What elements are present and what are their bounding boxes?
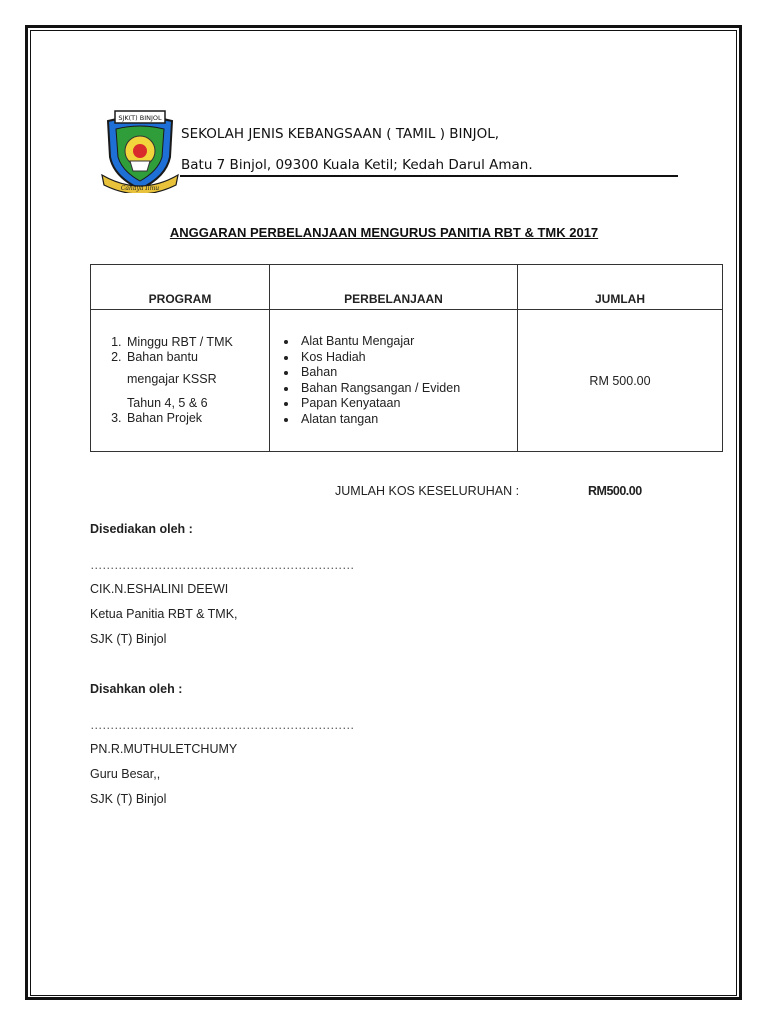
address-underline (180, 175, 678, 177)
expense-item: • Bahan (298, 365, 517, 381)
grand-total-value: RM500.00 (588, 484, 642, 498)
expenses-cell (270, 310, 518, 452)
table-row (91, 310, 723, 452)
program-list (99, 335, 269, 426)
approved-name: PN.R.MUTHULETCHUMY (90, 742, 238, 756)
expense-item: • Papan Kenyataan (298, 396, 517, 412)
document-title: ANGGARAN PERBELANJAAN MENGURUS PANITIA RBT & TMK 2017 (169, 225, 599, 240)
program-cell (91, 310, 270, 452)
expenses-list (278, 334, 517, 427)
expense-item: • Alatan tangan (298, 412, 517, 428)
school-crest-logo (100, 105, 180, 193)
program-item-2-line-1: Bahan bantu (127, 350, 198, 364)
approved-school: SJK (T) Binjol (90, 792, 167, 806)
expense-item: • Kos Hadiah (298, 350, 517, 366)
logo-banner-text: SJK(T) BINJOL (118, 114, 162, 122)
approved-signature-line: ………………………………………………………… (90, 718, 354, 732)
budget-table (90, 264, 723, 452)
prepared-school: SJK (T) Binjol (90, 632, 167, 646)
program-item-2-line-2: mengajar KSSR (127, 372, 217, 386)
approved-position: Guru Besar,, (90, 767, 161, 781)
program-item-1: 1. Minggu RBT / TMK (125, 335, 269, 350)
program-item-2 (125, 350, 269, 411)
header-total: JUMLAH (518, 265, 723, 310)
prepared-by-heading: Disediakan oleh : (90, 522, 193, 536)
header-expenses: PERBELANJAAN (270, 265, 518, 310)
school-address: Batu 7 Binjol, 09300 Kuala Ketil; Kedah Darul Aman. (181, 157, 533, 173)
program-item-2-line-3: Tahun 4, 5 & 6 (127, 396, 208, 410)
expense-item: • Bahan Rangsangan / Eviden (298, 381, 517, 397)
prepared-signature-line: ………………………………………………………… (90, 558, 354, 572)
prepared-name: CIK.N.ESHALINI DEEWI (90, 582, 229, 596)
school-name: SEKOLAH JENIS KEBANGSAAN ( TAMIL ) BINJOL, (181, 126, 500, 142)
approved-by-heading: Disahkan oleh : (90, 682, 183, 696)
prepared-position: Ketua Panitia RBT & TMK, (90, 607, 238, 621)
header-program: PROGRAM (91, 265, 270, 310)
expense-item: • Alat Bantu Mengajar (298, 334, 517, 350)
program-item-3: 3. Bahan Projek (125, 411, 269, 426)
table-header-row (91, 265, 723, 310)
grand-total-label: JUMLAH KOS KESELURUHAN : (335, 484, 520, 498)
total-cell: RM 500.00 (518, 310, 723, 452)
logo-motto-text: Cahaya Ilmu (120, 185, 160, 192)
